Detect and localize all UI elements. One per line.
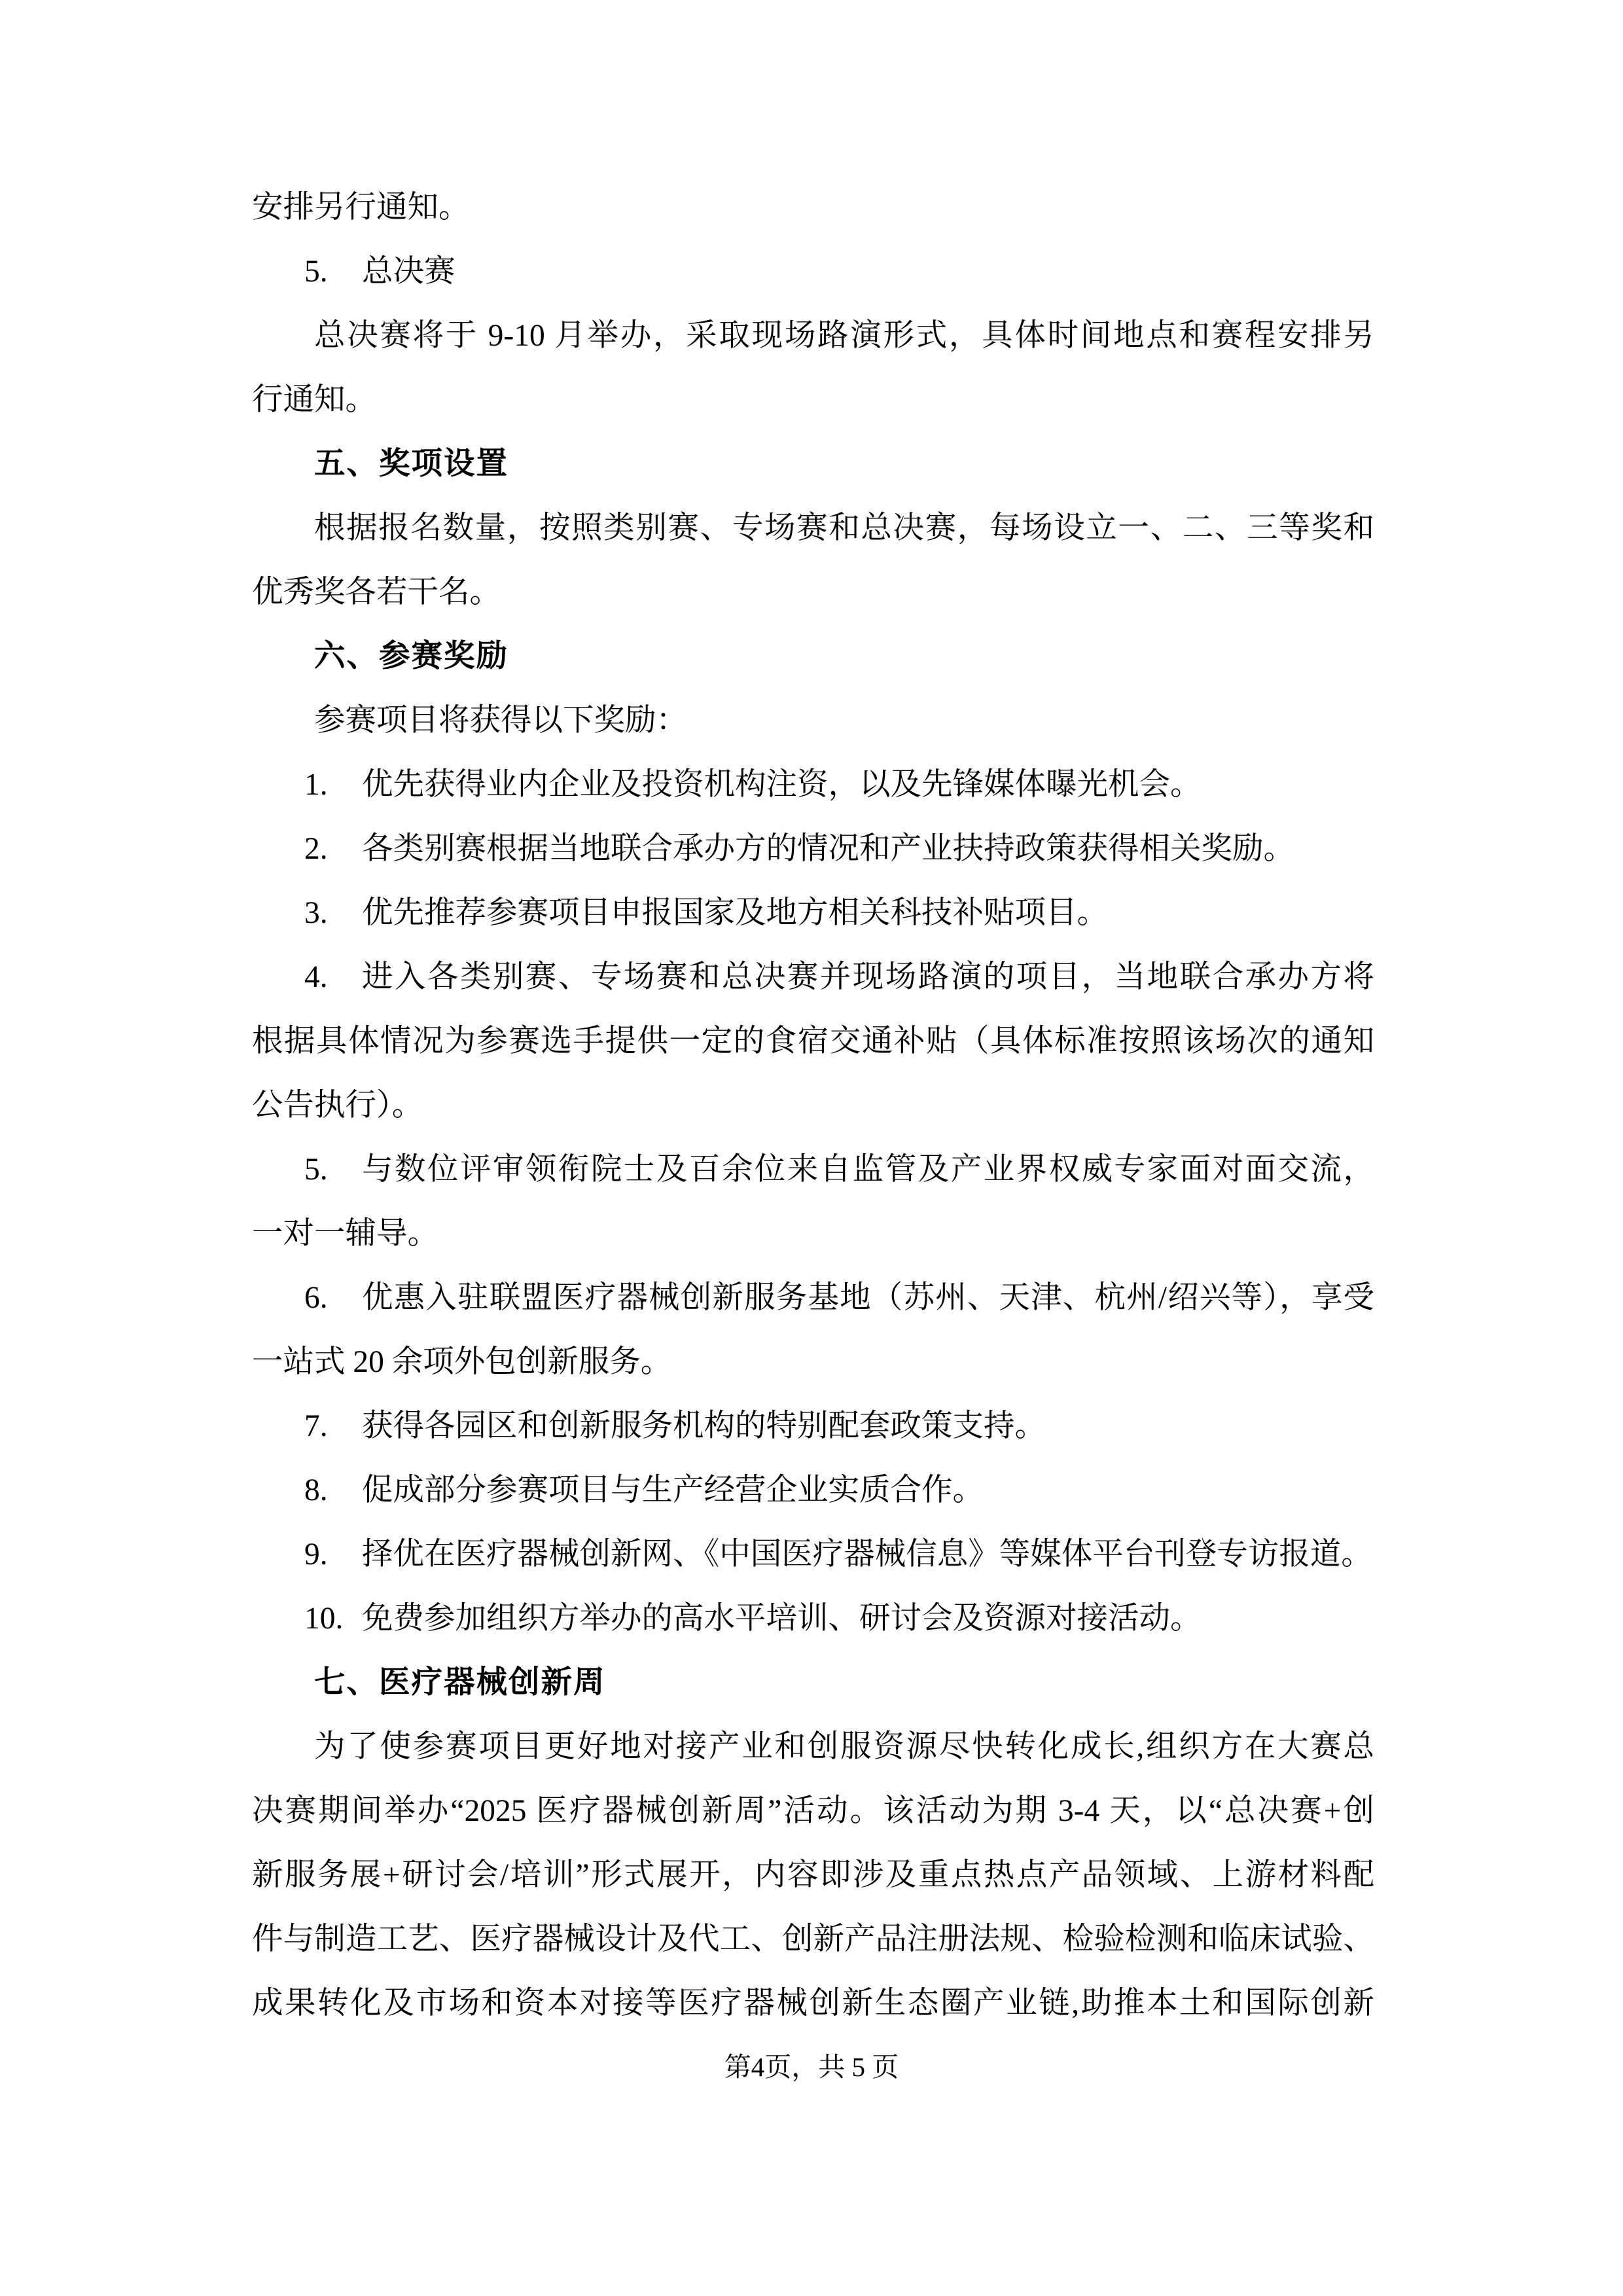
list-item: 7. 获得各园区和创新服务机构的特别配套政策支持。 [252, 1394, 1374, 1458]
list-item: 8. 促成部分参赛项目与生产经营企业实质合作。 [252, 1458, 1374, 1522]
list-item: 3. 优先推荐参赛项目申报国家及地方相关科技补贴项目。 [252, 881, 1374, 945]
list-number: 5. [304, 255, 328, 289]
text-line: 决赛期间举办“2025 医疗器械创新周”活动。该活动为期 3-4 天，以“总决赛+创 [252, 1794, 1374, 1828]
text-line: 件与制造工艺、医疗器械设计及代工、创新产品注册法规、检验检测和临床试验、 [252, 1922, 1374, 1956]
list-item: 5. 总决赛 [252, 240, 1374, 304]
text-line: 行通知。 [252, 383, 376, 417]
text-line: 一站式 20 余项外包创新服务。 [252, 1345, 672, 1379]
list-number: 6. [304, 1281, 328, 1315]
list-number: 8. [304, 1473, 328, 1507]
list-number: 10. [304, 1602, 344, 1636]
list-number: 7. [304, 1409, 328, 1443]
text-line: 参赛项目将获得以下奖励： [314, 704, 687, 738]
section-heading: 五、奖项设置 [314, 446, 508, 481]
document-body [252, 175, 1374, 2036]
list-item: 6. 优惠入驻联盟医疗器械创新服务基地（苏州、天津、杭州/绍兴等），享受 [252, 1266, 1374, 1330]
list-item: 5. 与数位评审领衔院士及百余位来自监管及产业界权威专家面对面交流， [252, 1138, 1374, 1202]
text-line: 成果转化及市场和资本对接等医疗器械创新生态圈产业链,助推本土和国际创新 [252, 1986, 1374, 2020]
list-number: 5. [304, 1153, 328, 1187]
list-item: 9. 择优在医疗器械创新网、《中国医疗器械信息》等媒体平台刊登专访报道。 [252, 1522, 1374, 1587]
list-number: 1. [304, 768, 328, 802]
section-heading: 七、医疗器械创新周 [314, 1665, 606, 1700]
text-line: 安排另行通知。 [252, 190, 470, 224]
list-item: 2. 各类别赛根据当地联合承办方的情况和产业扶持政策获得相关奖励。 [252, 817, 1374, 881]
text-line: 根据报名数量，按照类别赛、专场赛和总决赛，每场设立一、二、三等奖和 [314, 511, 1374, 545]
text-line: 根据具体情况为参赛选手提供一定的食宿交通补贴（具体标准按照该场次的通知 [252, 1024, 1374, 1058]
list-number: 4. [304, 960, 328, 994]
list-item: 4. 进入各类别赛、专场赛和总决赛并现场路演的项目，当地联合承办方将 [252, 945, 1374, 1009]
text-line: 新服务展+研讨会/培训”形式展开，内容即涉及重点热点产品领域、上游材料配 [252, 1858, 1374, 1892]
list-item: 1. 优先获得业内企业及投资机构注资，以及先锋媒体曝光机会。 [252, 753, 1374, 817]
text-line: 一对一辅导。 [252, 1217, 438, 1251]
page-footer: 第4页，共 5 页 [724, 2052, 899, 2082]
list-number: 2. [304, 832, 328, 866]
text-line: 总决赛将于 9-10 月举办，采取现场路演形式，具体时间地点和赛程安排另 [314, 319, 1374, 353]
text-line: 为了使参赛项目更好地对接产业和创服资源尽快转化成长,组织方在大赛总 [314, 1730, 1374, 1764]
text-line: 优秀奖各若干名。 [252, 575, 501, 609]
section-heading: 六、参赛奖励 [314, 639, 508, 673]
list-item: 10. 免费参加组织方举办的高水平培训、研讨会及资源对接活动。 [252, 1587, 1374, 1651]
text-line: 公告执行）。 [252, 1088, 423, 1122]
list-number: 3. [304, 896, 328, 930]
list-number: 9. [304, 1537, 328, 1571]
